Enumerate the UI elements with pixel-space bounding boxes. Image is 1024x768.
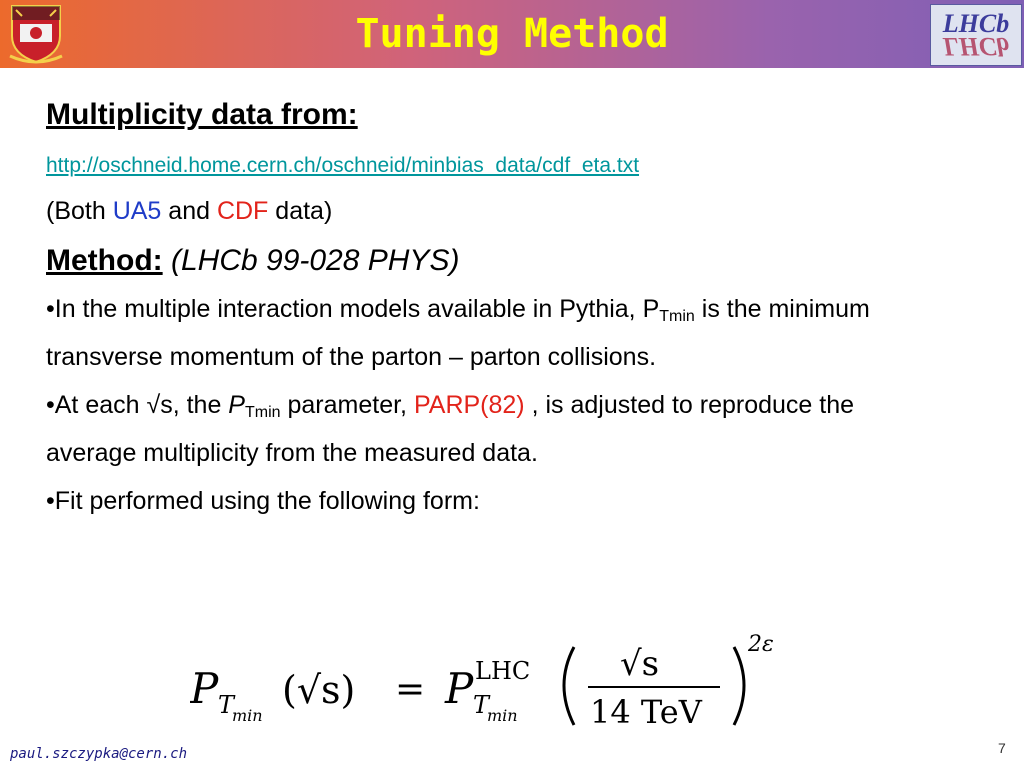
bullet1-subscript: Tmin [659, 308, 695, 325]
footer-email: paul.szczypka@cern.ch [10, 746, 188, 762]
data-source-heading: Multiplicity data from: [46, 98, 358, 131]
bullet-ptmin-definition [46, 289, 946, 377]
formula-lhs-p: P [190, 664, 219, 713]
header-bar [0, 0, 1024, 68]
formula-numerator: √s [620, 644, 660, 684]
ua5-label: UA5 [112, 197, 162, 225]
bullet2-text-b: parameter, [280, 391, 414, 419]
bullet2-text-a: •At each √s, the [46, 391, 229, 419]
method-label: Method: [46, 244, 163, 277]
formula-left-paren [564, 647, 574, 725]
parp-label: PARP(82) [413, 391, 525, 419]
formula-lhs-arg: (√s) [282, 668, 356, 712]
bullet1-text-a: •In the multiple interaction models available in Pythia, P [46, 295, 660, 323]
bullet2-subscript: Tmin [244, 404, 281, 421]
formula-equals: = [395, 669, 426, 710]
cdf-label: CDF [216, 197, 269, 225]
formula-lhs-min: min [232, 706, 263, 725]
formula-rhs-sup: LHC [475, 657, 531, 685]
both-prefix: (Both [46, 197, 113, 225]
method-reference: (LHCb 99-028 PHYS) [170, 244, 460, 277]
formula-rhs-min: min [487, 706, 518, 725]
method-heading [46, 241, 946, 281]
slide-title: Tuning Method [355, 11, 669, 57]
bullet2-p: P [228, 391, 245, 419]
both-and: and [161, 197, 217, 225]
lhcb-logo [930, 4, 1022, 66]
fit-formula [190, 625, 790, 735]
formula-exponent: 2ε [748, 632, 774, 657]
lhcb-logo-text: LHCb [942, 9, 1010, 38]
formula-denominator: 14 TeV [590, 693, 702, 731]
bullet2-text-c: , is adjusted to reproduce the average multiplicity from the measured data. [46, 391, 855, 467]
bullet1-text-b: is the minimum transverse momentum of the parton – parton collisions. [46, 295, 870, 371]
formula-lhs-t: T [218, 691, 235, 719]
both-suffix: data) [268, 197, 333, 225]
bullet-parp-adjustment [46, 385, 946, 473]
formula-right-paren [734, 647, 744, 725]
formula-rhs-t: T [473, 691, 490, 719]
lhcb-logo-reflection: LHCb [942, 32, 1010, 61]
data-link[interactable]: http://oschneid.home.cern.ch/oschneid/minbias_data/cdf_eta.txt [46, 154, 640, 177]
slide-body [46, 95, 946, 521]
formula-rhs-p: P [445, 664, 474, 713]
bullet-fit-form: •Fit performed using the following form: [46, 487, 480, 515]
page-number: 7 [998, 740, 1006, 756]
data-sources-line [46, 195, 946, 227]
